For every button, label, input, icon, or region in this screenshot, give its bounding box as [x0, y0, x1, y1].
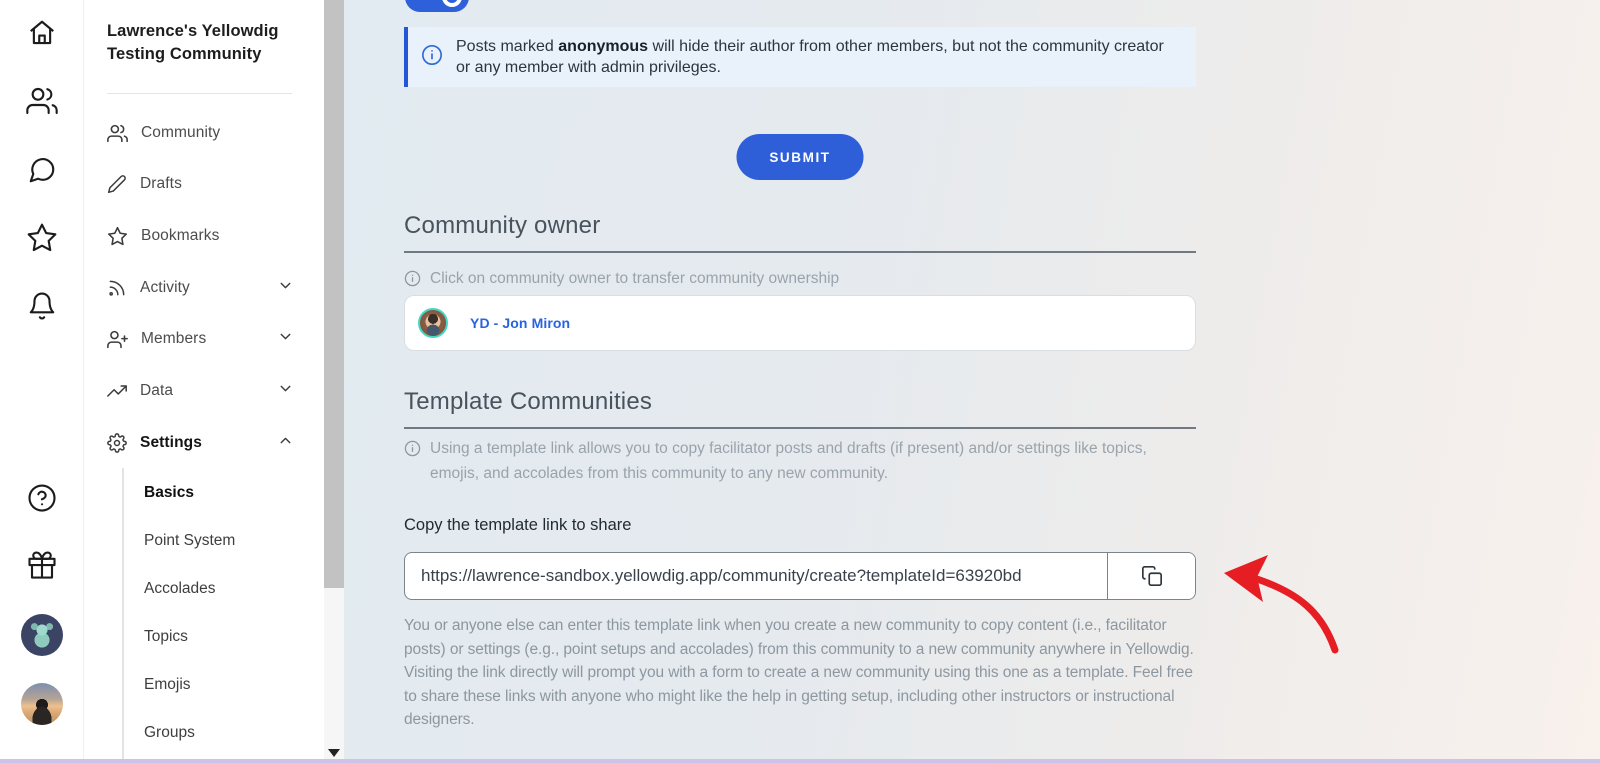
- owner-info-row: [404, 266, 1196, 291]
- info-icon: [421, 44, 443, 71]
- sidebar-subitem-basics[interactable]: [144, 482, 294, 504]
- red-arrow-annotation: [1210, 550, 1360, 660]
- banner-text: Posts marked anonymous will hide their author from other members, but not the community creator or any member with admin privileges.: [456, 38, 1164, 76]
- chevron-down-icon: [277, 380, 294, 402]
- user-plus-icon: [107, 329, 128, 350]
- rss-icon: [107, 278, 127, 298]
- help-icon[interactable]: [27, 483, 57, 513]
- anonymous-toggle[interactable]: [405, 0, 469, 12]
- subitem-label: Basics: [144, 484, 194, 501]
- sidebar-item-activity[interactable]: [107, 275, 302, 301]
- sidebar-item-settings[interactable]: [107, 430, 302, 456]
- gear-icon: [107, 433, 127, 453]
- avatar-photo-image: [21, 683, 63, 725]
- community-owner-row[interactable]: [404, 295, 1196, 351]
- bookmarks-icon[interactable]: [26, 222, 58, 254]
- subitem-label: Accolades: [144, 580, 216, 597]
- users-icon: [107, 123, 128, 144]
- home-icon[interactable]: [27, 18, 57, 48]
- community-sidebar: [85, 0, 324, 763]
- gifts-icon[interactable]: [27, 550, 57, 580]
- sidebar-item-members[interactable]: [107, 326, 302, 352]
- subitem-label: Emojis: [144, 676, 191, 693]
- submit-button[interactable]: SUBMIT: [737, 134, 864, 180]
- subitem-label: Groups: [144, 724, 195, 741]
- sidebar-divider: [107, 93, 292, 94]
- chevron-down-icon: [277, 328, 294, 350]
- sidebar-subitem-point-system[interactable]: [144, 530, 294, 552]
- settings-submenu-line: [122, 468, 124, 763]
- sidebar-item-community[interactable]: [107, 120, 302, 146]
- chevron-up-icon: [277, 432, 294, 454]
- community-owner-heading: Community owner: [404, 212, 1196, 253]
- chat-icon[interactable]: [27, 155, 57, 185]
- anonymous-info-banner: [404, 27, 1196, 87]
- template-link-row: [404, 552, 1196, 600]
- subitem-label: Point System: [144, 532, 236, 549]
- sidebar-item-label: Members: [141, 330, 207, 347]
- copy-link-button[interactable]: [1107, 553, 1195, 599]
- info-icon: [404, 270, 421, 287]
- icon-rail: [0, 0, 84, 763]
- sidebar-item-label: Activity: [140, 279, 190, 296]
- owner-name: YD - Jon Miron: [470, 315, 571, 331]
- sidebar-item-label: Data: [140, 382, 174, 399]
- trend-line-icon: [107, 381, 127, 401]
- toggle-knob: [442, 0, 462, 7]
- sidebar-scrollbar[interactable]: [324, 0, 344, 763]
- star-icon: [107, 226, 128, 247]
- community-title: Lawrence's Yellowdig Testing Community: [107, 22, 279, 63]
- copy-link-label: Copy the template link to share: [404, 516, 632, 534]
- settings-content-column: [404, 0, 1196, 763]
- scrollbar-down-arrow-icon[interactable]: [328, 749, 340, 757]
- sidebar-subitem-groups[interactable]: [144, 722, 294, 744]
- owner-avatar: [418, 308, 448, 338]
- avatar-pattern-image: [21, 614, 63, 656]
- avatar-user[interactable]: [21, 683, 63, 725]
- sidebar-item-bookmarks[interactable]: [107, 223, 302, 249]
- template-description: You or anyone else can enter this template link when you create a new community to copy content (i.e., facilitator posts) or settings (e.g., point setups and accolades) from this community to a new community anywhere in Yellowdig. Visiting the link directly will prompt you with a form to create a new community using this one as a template. Feel free to share these links with anyone who might like the help in getting setup, including other instructors or instructional designers.: [404, 617, 1194, 728]
- template-info-text: Using a template link allows you to copy facilitator posts and drafts (if present) and/or settings like topics, emojis, and accolades from this community to any new community.: [430, 440, 1147, 482]
- template-info-row: [404, 436, 1196, 486]
- sidebar-subitem-emojis[interactable]: [144, 674, 294, 696]
- avatar-secondary[interactable]: [21, 614, 63, 656]
- pencil-icon: [107, 174, 127, 194]
- sidebar-subitem-accolades[interactable]: [144, 578, 294, 600]
- copy-icon: [1141, 565, 1163, 587]
- chevron-down-icon: [277, 277, 294, 299]
- sidebar-item-drafts[interactable]: [107, 171, 302, 197]
- template-communities-heading: Template Communities: [404, 388, 1196, 429]
- settings-basics-panel: [344, 0, 1600, 763]
- subitem-label: Topics: [144, 628, 188, 645]
- sidebar-item-label: Drafts: [140, 175, 182, 192]
- sidebar-item-label: Settings: [140, 434, 202, 451]
- sidebar-item-label: Bookmarks: [141, 227, 220, 244]
- template-link-input[interactable]: [405, 553, 1107, 599]
- notifications-icon[interactable]: [27, 291, 57, 321]
- sidebar-subitem-topics[interactable]: [144, 626, 294, 648]
- sidebar-item-data[interactable]: [107, 378, 302, 404]
- info-icon: [404, 440, 421, 457]
- sidebar-item-label: Community: [141, 124, 221, 141]
- window-bottom-edge: [0, 759, 1600, 763]
- scrollbar-thumb[interactable]: [324, 0, 344, 588]
- community-icon[interactable]: [26, 85, 58, 117]
- owner-info-text: Click on community owner to transfer community ownership: [430, 270, 840, 287]
